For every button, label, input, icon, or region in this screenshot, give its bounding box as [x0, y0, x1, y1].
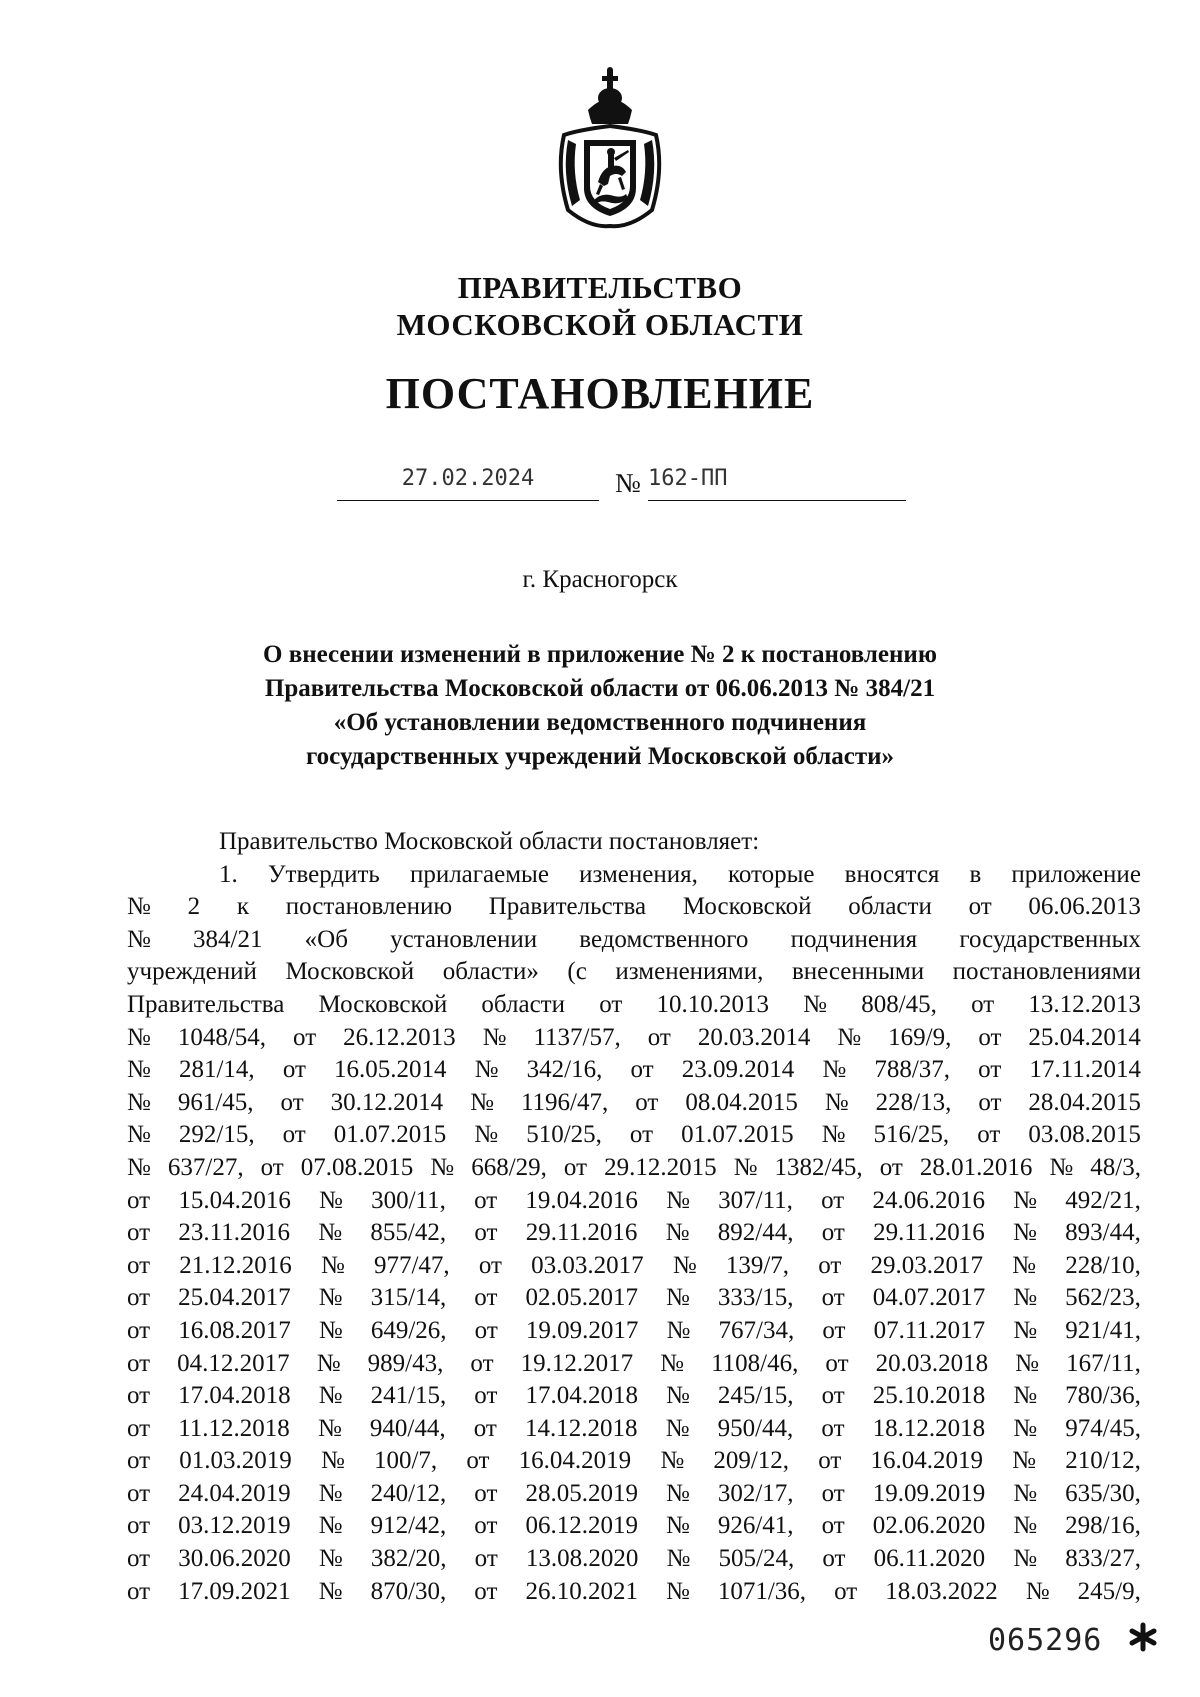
subject-line: государственных учреждений Московской области» — [305, 743, 895, 770]
subject-line: «Об установлении ведомственного подчинения — [333, 709, 867, 736]
body-line: от 04.12.2017 № 989/43, от 19.12.2017 № 1108/46, от 20.03.2018 № 167/11, — [127, 1349, 1141, 1377]
body-line: от 17.09.2021 № 870/30, от 26.10.2021 № 1071/36, от 18.03.2022 № 245/9, — [127, 1577, 1141, 1605]
coat-of-arms-icon — [550, 60, 670, 230]
body-intro: Правительство Московской области постановляет: — [219, 828, 760, 855]
document-body — [127, 826, 1141, 1608]
asterisk-icon — [1128, 1622, 1158, 1652]
body-line: № 281/14, от 16.05.2014 № 342/16, от 23.09.2014 № 788/37, от 17.11.2014 — [127, 1056, 1141, 1084]
body-line: № 292/15, от 01.07.2015 № 510/25, от 01.07.2015 № 516/25, от 03.08.2015 — [127, 1121, 1141, 1149]
body-line: № 2 к постановлению Правительства Московской области от 06.06.2013 — [127, 893, 1141, 921]
body-line: Правительства Московской области от 10.10.2013 № 808/45, от 13.12.2013 — [127, 990, 1141, 1018]
body-line: от 15.04.2016 № 300/11, от 19.04.2016 № 307/11, от 24.06.2016 № 492/21, — [127, 1186, 1141, 1214]
body-line: от 17.04.2018 № 241/15, от 17.04.2018 № 245/15, от 25.10.2018 № 780/36, — [127, 1382, 1141, 1410]
body-line: от 30.06.2020 № 382/20, от 13.08.2020 № 505/24, от 06.11.2020 № 833/27, — [127, 1545, 1141, 1573]
body-line: от 24.04.2019 № 240/12, от 28.05.2019 № 302/17, от 19.09.2019 № 635/30, — [127, 1479, 1141, 1507]
body-line: от 21.12.2016 № 977/47, от 03.03.2017 № 139/7, от 29.03.2017 № 228/10, — [127, 1251, 1141, 1279]
subject-line: О внесении изменений в приложение № 2 к постановлению — [263, 641, 937, 668]
document-number: 162-ПП — [648, 466, 728, 491]
body-line: № 637/27, от 07.08.2015 № 668/29, от 29.12.2015 № 1382/45, от 28.01.2016 № 48/3, — [127, 1153, 1141, 1181]
document-date: 27.02.2024 — [337, 466, 599, 501]
body-line: от 25.04.2017 № 315/14, от 02.05.2017 № 333/15, от 04.07.2017 № 562/23, — [127, 1284, 1141, 1312]
body-line: № 1048/54, от 26.12.2013 № 1137/57, от 20.03.2014 № 169/9, от 25.04.2014 — [127, 1023, 1141, 1051]
document-subject — [140, 638, 1060, 774]
registration-line — [0, 466, 1200, 506]
document-number-field — [648, 466, 906, 501]
body-line: от 16.08.2017 № 649/26, от 19.09.2017 № 767/34, от 07.11.2017 № 921/41, — [127, 1316, 1141, 1344]
body-line: от 01.03.2019 № 100/7, от 16.04.2019 № 209/12, от 16.04.2019 № 210/12, — [127, 1447, 1141, 1475]
body-line: № 961/45, от 30.12.2014 № 1196/47, от 08.04.2015 № 228/13, от 28.04.2015 — [127, 1088, 1141, 1116]
government-title-line2: МОСКОВСКОЙ ОБЛАСТИ — [396, 307, 804, 342]
body-line: от 23.11.2016 № 855/42, от 29.11.2016 № 892/44, от 29.11.2016 № 893/44, — [127, 1219, 1141, 1247]
body-line: учреждений Московской области» (с изменениями, внесенными постановлениями — [127, 958, 1141, 986]
body-line: от 03.12.2019 № 912/42, от 06.12.2019 № 926/41, от 02.06.2020 № 298/16, — [127, 1512, 1141, 1540]
body-line: № 384/21 «Об установлении ведомственного подчинения государственных — [127, 925, 1141, 953]
body-paragraph — [127, 859, 1141, 1609]
document-type-title: ПОСТАНОВЛЕНИЕ — [385, 369, 815, 418]
city-name: г. Красногорск — [522, 566, 678, 593]
government-title-line1: ПРАВИТЕЛЬСТВО — [457, 270, 743, 305]
number-sign: № — [615, 468, 641, 498]
body-line: от 11.12.2018 № 940/44, от 14.12.2018 № 950/44, от 18.12.2018 № 974/45, — [127, 1414, 1141, 1442]
body-line: 1. Утвердить прилагаемые изменения, которые вносятся в приложение — [219, 860, 1141, 888]
subject-line: Правительства Московской области от 06.06.2013 № 384/21 — [264, 675, 936, 702]
serial-number: 065296 — [988, 1623, 1103, 1658]
